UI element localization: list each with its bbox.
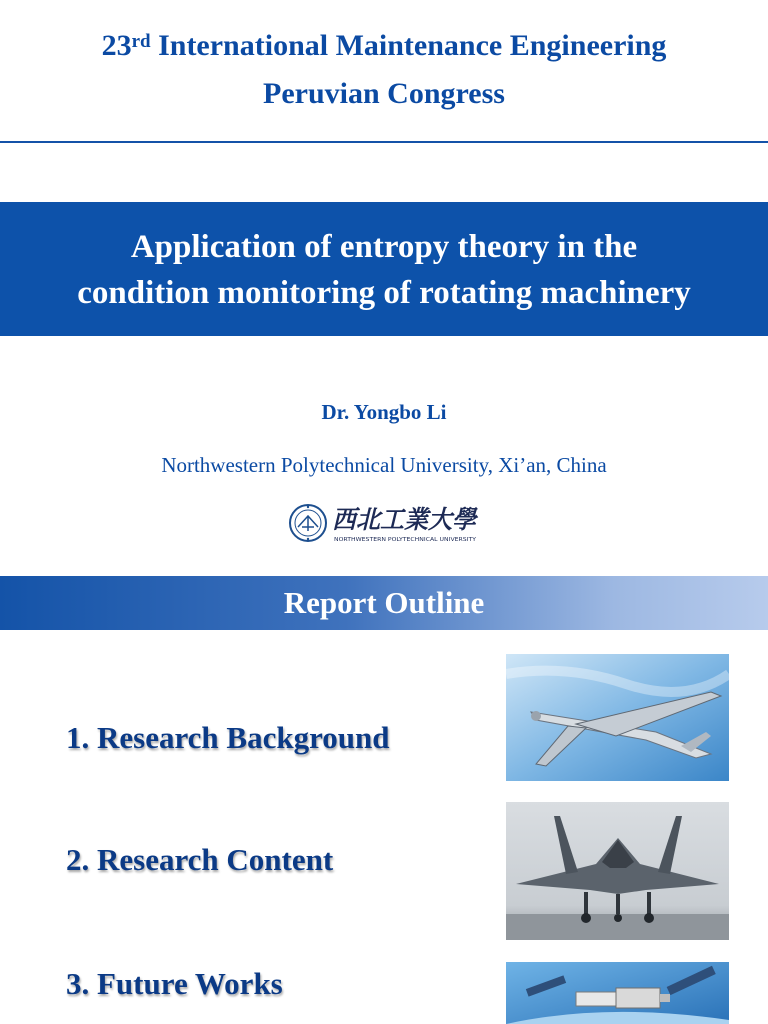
logo-english-name: NORTHWESTERN POLYTECHNICAL UNIVERSITY xyxy=(334,537,477,543)
outline-item-research-background: 1. Research Background xyxy=(66,720,390,755)
talk-title-line1: Application of entropy theory in the xyxy=(130,229,638,265)
report-outline-banner xyxy=(0,576,768,630)
conference-title-line1 xyxy=(0,22,768,70)
conference-number: 23 xyxy=(101,29,132,62)
university-logo xyxy=(288,502,480,546)
conference-number-suffix: rd xyxy=(131,31,151,52)
drone-aircraft-photo xyxy=(506,654,729,781)
conference-title-line1-text: International Maintenance Engineering xyxy=(158,29,667,62)
header-divider xyxy=(0,141,768,143)
stealth-fighter-jet-photo xyxy=(506,802,729,940)
outline-item-future-works: 3. Future Works xyxy=(66,966,283,1001)
author-affiliation: Northwestern Polytechnical University, Xi’an, China xyxy=(161,453,607,477)
report-outline-heading: Report Outline xyxy=(283,585,485,620)
talk-title-line2: condition monitoring of rotating machinery xyxy=(77,275,691,311)
author-name: Dr. Yongbo Li xyxy=(321,400,447,424)
university-seal-icon xyxy=(288,502,480,546)
logo-chinese-name: 西北工業大學 xyxy=(332,505,479,534)
conference-title-line2: Peruvian Congress xyxy=(263,77,505,110)
outline-item-research-content: 2. Research Content xyxy=(66,842,334,877)
spacecraft-docking-photo xyxy=(506,962,729,1024)
conference-title xyxy=(0,22,768,118)
talk-title-banner xyxy=(0,202,768,336)
